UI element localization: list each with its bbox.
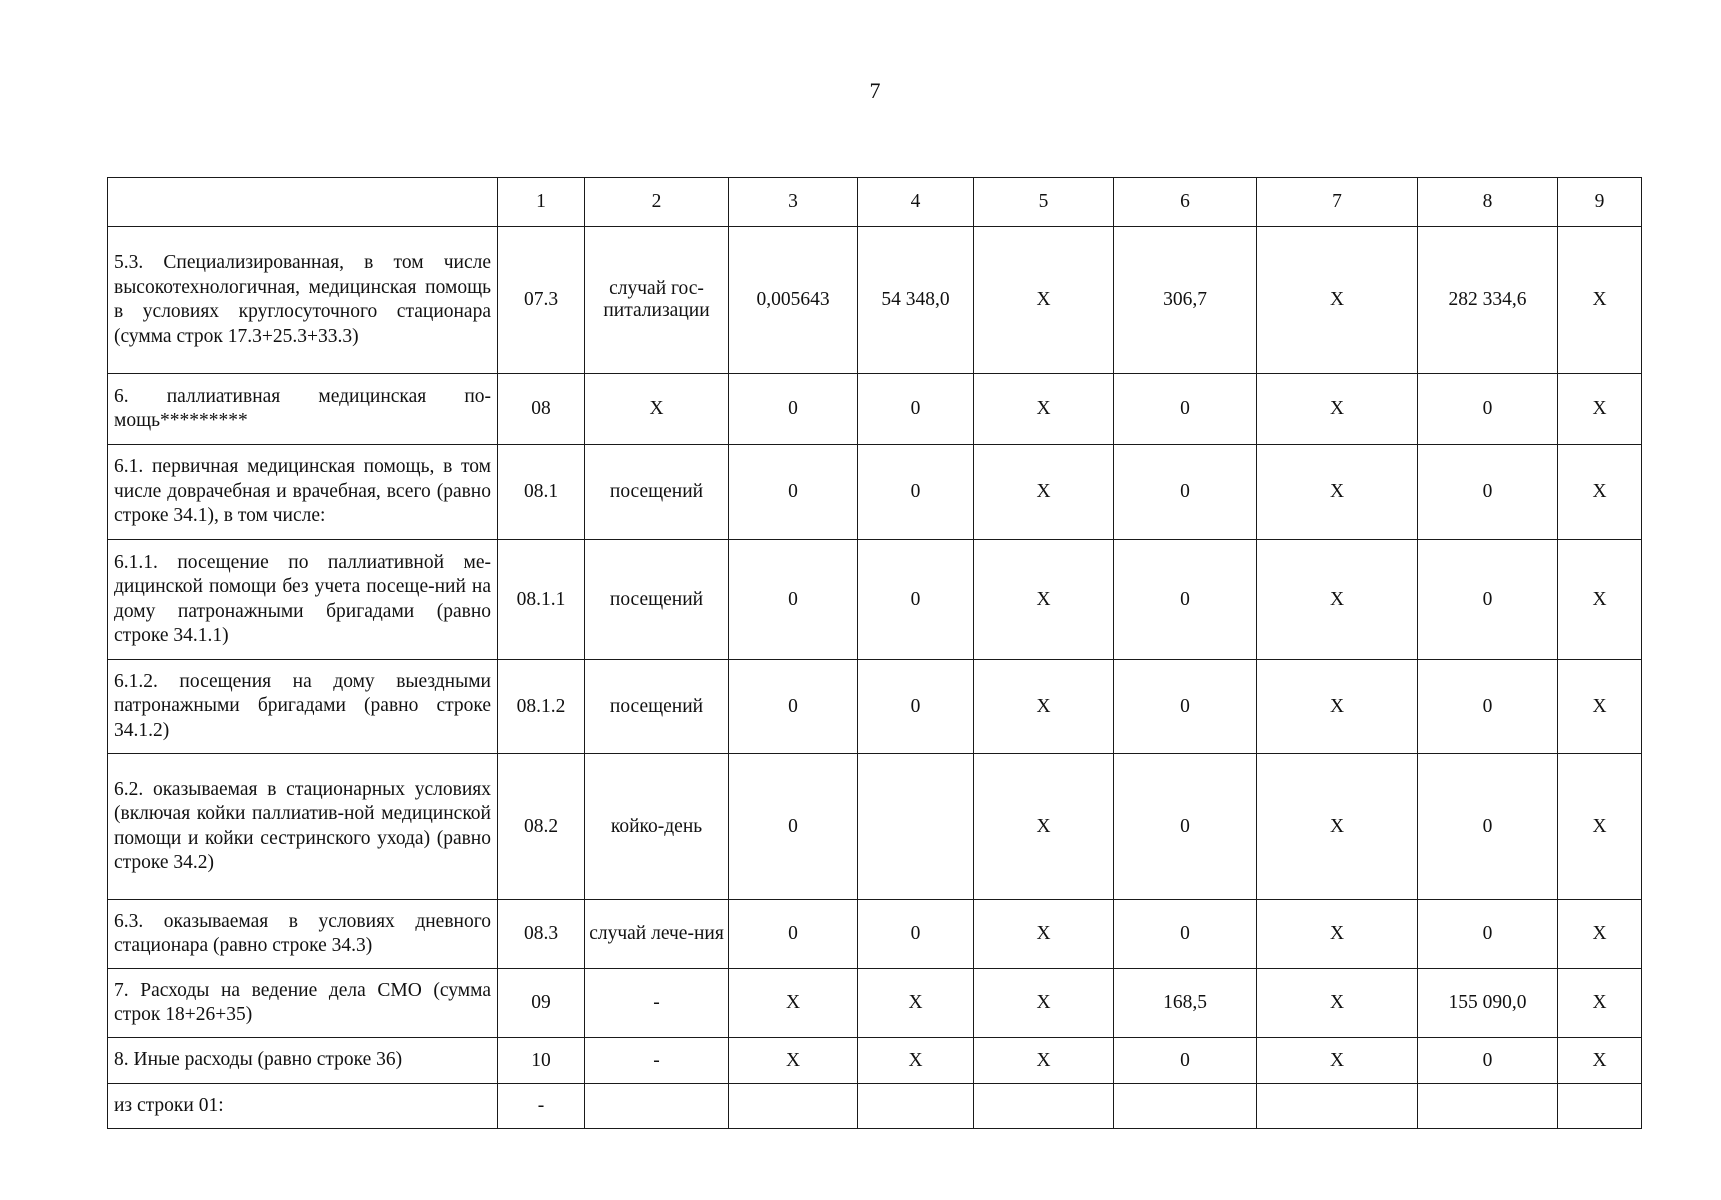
cell-col6: 0 xyxy=(1114,1038,1257,1084)
cell-col3: 0 xyxy=(729,540,858,660)
cell-col6: 0 xyxy=(1114,540,1257,660)
table-row xyxy=(108,900,1642,969)
cell-col9: Х xyxy=(1558,374,1642,445)
cell-desc: 6.1. первичная медицинская помощь, в том числе доврачебная и врачебная, всего (равно строке 34.1), в том числе: xyxy=(108,445,498,540)
cell-col8: 155 090,0 xyxy=(1418,969,1558,1038)
page-number: 7 xyxy=(869,78,881,103)
cell-col7: Х xyxy=(1257,969,1418,1038)
cell-col3: 0 xyxy=(729,900,858,969)
cell-desc: 6.1.2. посещения на дому выездными патронажными бригадами (равно строке 34.1.2) xyxy=(108,660,498,754)
cell-desc: 8. Иные расходы (равно строке 36) xyxy=(108,1038,498,1084)
cell-unit: - xyxy=(585,1038,729,1084)
cell-col6: 0 xyxy=(1114,900,1257,969)
header-cell-9: 9 xyxy=(1558,178,1642,227)
cell-desc: 7. Расходы на ведение дела СМО (сумма строк 18+26+35) xyxy=(108,969,498,1038)
cell-code: 10 xyxy=(498,1038,585,1084)
cell-code: 08.1.1 xyxy=(498,540,585,660)
cell-col4: 0 xyxy=(858,660,974,754)
cell-col8: 0 xyxy=(1418,754,1558,900)
cell-col9: Х xyxy=(1558,900,1642,969)
cell-code: 08 xyxy=(498,374,585,445)
cell-col7: Х xyxy=(1257,660,1418,754)
cell-desc: из строки 01: xyxy=(108,1084,498,1129)
cell-code: - xyxy=(498,1084,585,1129)
cell-col7 xyxy=(1257,1084,1418,1129)
cell-col7: Х xyxy=(1257,1038,1418,1084)
cell-unit: Х xyxy=(585,374,729,445)
cell-code: 09 xyxy=(498,969,585,1038)
table-row xyxy=(108,1084,1642,1129)
cell-col8: 282 334,6 xyxy=(1418,227,1558,374)
header-cell-4: 4 xyxy=(858,178,974,227)
cell-col4 xyxy=(858,754,974,900)
cell-col5: Х xyxy=(974,660,1114,754)
table-row xyxy=(108,754,1642,900)
cell-col5: Х xyxy=(974,754,1114,900)
cell-col9: Х xyxy=(1558,540,1642,660)
cell-col9 xyxy=(1558,1084,1642,1129)
cell-col5: Х xyxy=(974,900,1114,969)
cell-col3: 0 xyxy=(729,660,858,754)
cell-code: 08.1.2 xyxy=(498,660,585,754)
cell-col8: 0 xyxy=(1418,900,1558,969)
cell-col7: Х xyxy=(1257,754,1418,900)
header-cell-6: 6 xyxy=(1114,178,1257,227)
table-row xyxy=(108,540,1642,660)
header-cell-8: 8 xyxy=(1418,178,1558,227)
table-row xyxy=(108,660,1642,754)
cell-desc: 6.1.1. посещение по паллиативной ме-дицинской помощи без учета посеще-ний на дому патронажными бригадами (равно строке 34.1.1) xyxy=(108,540,498,660)
cell-col3: 0 xyxy=(729,445,858,540)
cell-col9: Х xyxy=(1558,445,1642,540)
cell-code: 08.2 xyxy=(498,754,585,900)
table-row xyxy=(108,1038,1642,1084)
cell-code: 07.3 xyxy=(498,227,585,374)
cell-col8: 0 xyxy=(1418,374,1558,445)
cell-col7: Х xyxy=(1257,374,1418,445)
cell-col5: Х xyxy=(974,1038,1114,1084)
cell-col4: Х xyxy=(858,1038,974,1084)
cell-col6 xyxy=(1114,1084,1257,1129)
table-row xyxy=(108,374,1642,445)
cell-col7: Х xyxy=(1257,227,1418,374)
cell-col3: Х xyxy=(729,969,858,1038)
cell-col6: 0 xyxy=(1114,445,1257,540)
cell-col5 xyxy=(974,1084,1114,1129)
cell-unit: - xyxy=(585,969,729,1038)
table-row xyxy=(108,445,1642,540)
cell-col7: Х xyxy=(1257,540,1418,660)
cell-col4: 0 xyxy=(858,540,974,660)
cell-col9: Х xyxy=(1558,660,1642,754)
cell-unit xyxy=(585,1084,729,1129)
cell-col8 xyxy=(1418,1084,1558,1129)
cell-col9: Х xyxy=(1558,754,1642,900)
cell-col4: 0 xyxy=(858,900,974,969)
cell-col6: 306,7 xyxy=(1114,227,1257,374)
cell-col5: Х xyxy=(974,540,1114,660)
cell-col7: Х xyxy=(1257,445,1418,540)
cell-col3: 0 xyxy=(729,754,858,900)
cell-col3: 0,005643 xyxy=(729,227,858,374)
cell-col6: 0 xyxy=(1114,754,1257,900)
cell-col4: 54 348,0 xyxy=(858,227,974,374)
cell-col3: 0 xyxy=(729,374,858,445)
cell-code: 08.1 xyxy=(498,445,585,540)
header-cell-2: 2 xyxy=(585,178,729,227)
table-row xyxy=(108,227,1642,374)
data-table xyxy=(107,177,1642,1129)
cell-col4: 0 xyxy=(858,445,974,540)
cell-desc: 6. паллиативная медицинская по-мощь********* xyxy=(108,374,498,445)
cell-col9: Х xyxy=(1558,969,1642,1038)
cell-unit: случай гос-питализации xyxy=(585,227,729,374)
cell-unit: случай лече-ния xyxy=(585,900,729,969)
cell-col8: 0 xyxy=(1418,1038,1558,1084)
cell-col6: 0 xyxy=(1114,374,1257,445)
cell-col8: 0 xyxy=(1418,445,1558,540)
header-cell-1: 1 xyxy=(498,178,585,227)
cell-unit: койко-день xyxy=(585,754,729,900)
cell-col8: 0 xyxy=(1418,540,1558,660)
table-row xyxy=(108,969,1642,1038)
header-cell-0 xyxy=(108,178,498,227)
cell-col8: 0 xyxy=(1418,660,1558,754)
cell-col3 xyxy=(729,1084,858,1129)
cell-desc: 6.3. оказываемая в условиях дневного стационара (равно строке 34.3) xyxy=(108,900,498,969)
cell-desc: 6.2. оказываемая в стационарных условиях (включая койки паллиатив-ной медицинской помощи и койки сестринского ухода) (равно строке 34.2) xyxy=(108,754,498,900)
cell-col5: Х xyxy=(974,227,1114,374)
cell-unit: посещений xyxy=(585,660,729,754)
cell-col9: Х xyxy=(1558,1038,1642,1084)
cell-col6: 0 xyxy=(1114,660,1257,754)
header-cell-3: 3 xyxy=(729,178,858,227)
cell-col5: Х xyxy=(974,374,1114,445)
header-cell-5: 5 xyxy=(974,178,1114,227)
cell-col9: Х xyxy=(1558,227,1642,374)
cell-col4 xyxy=(858,1084,974,1129)
table-header-row xyxy=(108,178,1642,227)
cell-col4: 0 xyxy=(858,374,974,445)
header-cell-7: 7 xyxy=(1257,178,1418,227)
cell-code: 08.3 xyxy=(498,900,585,969)
cell-unit: посещений xyxy=(585,540,729,660)
cell-col5: Х xyxy=(974,445,1114,540)
cell-col5: Х xyxy=(974,969,1114,1038)
cell-unit: посещений xyxy=(585,445,729,540)
cell-desc: 5.3. Специализированная, в том числе высокотехнологичная, медицинская помощь в условиях круглосуточного стационара (сумма строк 17.3+25.3+33.3) xyxy=(108,227,498,374)
cell-col4: Х xyxy=(858,969,974,1038)
cell-col7: Х xyxy=(1257,900,1418,969)
cell-col3: Х xyxy=(729,1038,858,1084)
cell-col6: 168,5 xyxy=(1114,969,1257,1038)
